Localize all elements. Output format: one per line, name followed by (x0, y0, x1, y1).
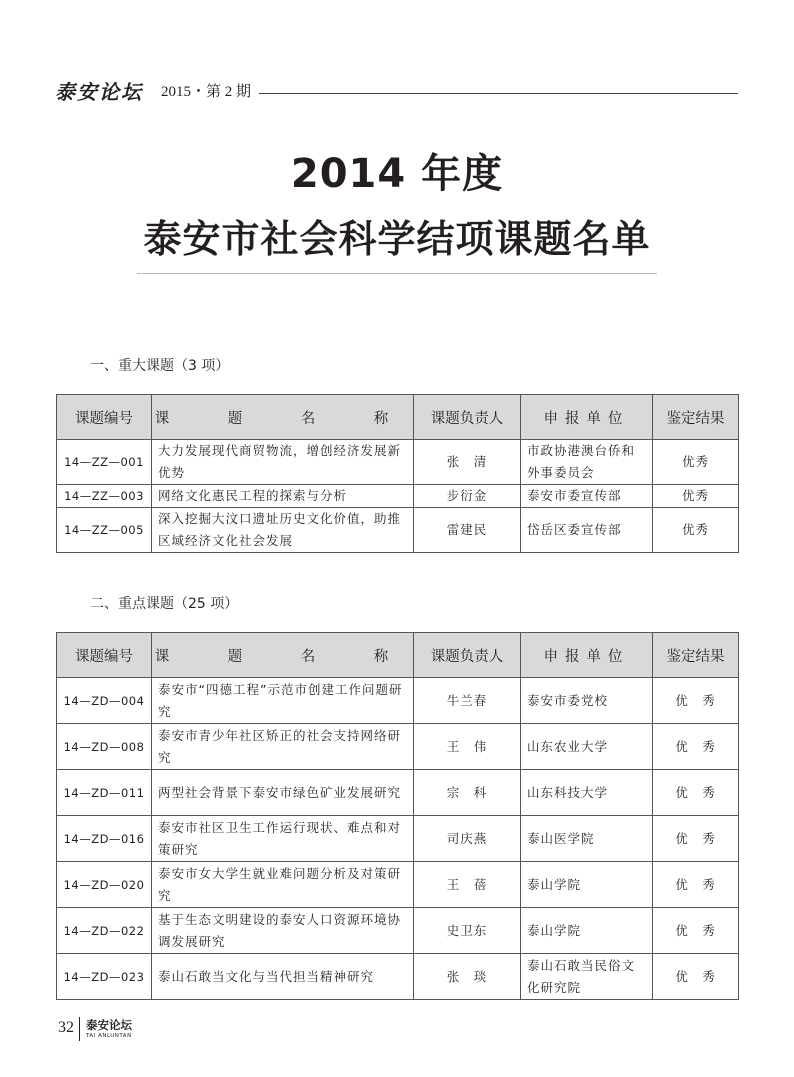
col-header-code: 课题编号 (57, 395, 152, 440)
cell-code: 14—ZZ—005 (57, 508, 152, 553)
table-row (57, 440, 739, 485)
table-header-row (57, 633, 739, 678)
cell-code: 14—ZD—011 (57, 770, 152, 816)
table-row (57, 770, 739, 816)
cell-result: 优 秀 (653, 862, 739, 908)
footer-journal-pinyin: TAI ANLUNTAN (86, 1033, 132, 1039)
col-header-result: 鉴定结果 (653, 633, 739, 678)
cell-result: 优 秀 (653, 954, 739, 1000)
cell-code: 14—ZD—020 (57, 862, 152, 908)
cell-result: 优 秀 (653, 724, 739, 770)
col-header-unit: 申报单位 (521, 633, 653, 678)
cell-unit: 市政协港澳台侨和外事委员会 (521, 440, 653, 485)
footer-divider (79, 1017, 80, 1041)
cell-name: 大力发展现代商贸物流，增创经济发展新优势 (152, 440, 414, 485)
table-row (57, 724, 739, 770)
col-header-code: 课题编号 (57, 633, 152, 678)
key-projects-table (56, 632, 739, 1000)
cell-code: 14—ZD—008 (57, 724, 152, 770)
table-header-row (57, 395, 739, 440)
cell-code: 14—ZD—004 (57, 678, 152, 724)
cell-unit: 山东农业大学 (521, 724, 653, 770)
footer-journal-name: 泰安论坛 (86, 1018, 132, 1032)
table-row (57, 954, 739, 1000)
cell-person: 王 蓓 (414, 862, 521, 908)
section-key-title: 二、重点课题（25 项） (90, 596, 239, 612)
cell-result: 优 秀 (653, 908, 739, 954)
journal-name: 泰安论坛 (55, 80, 143, 104)
cell-unit: 岱岳区委宣传部 (521, 508, 653, 553)
cell-result: 优 秀 (653, 678, 739, 724)
cell-unit: 泰安市委宣传部 (521, 485, 653, 508)
page-title: 泰安市社会科学结项课题名单 (143, 217, 651, 261)
col-header-unit: 申报单位 (521, 395, 653, 440)
section-major-title: 一、重大课题（3 项） (90, 358, 230, 374)
cell-unit: 泰安市委党校 (521, 678, 653, 724)
cell-name: 泰安市青少年社区矫正的社会支持网络研究 (152, 724, 414, 770)
col-header-person: 课题负责人 (414, 395, 521, 440)
major-projects-table (56, 394, 739, 553)
cell-unit: 泰山学院 (521, 862, 653, 908)
table-row (57, 678, 739, 724)
cell-result: 优秀 (653, 440, 739, 485)
cell-unit: 泰山学院 (521, 908, 653, 954)
table-row (57, 862, 739, 908)
cell-result: 优 秀 (653, 770, 739, 816)
col-header-name: 课 题 名 称 (152, 633, 414, 678)
col-header-person: 课题负责人 (414, 633, 521, 678)
table-row (57, 816, 739, 862)
cell-code: 14—ZD—023 (57, 954, 152, 1000)
issue-label: 2015・第 2 期 (161, 84, 252, 100)
header-rule (259, 93, 738, 94)
title-divider (137, 273, 657, 274)
cell-name: 泰安市女大学生就业难问题分析及对策研究 (152, 862, 414, 908)
cell-person: 雷建民 (414, 508, 521, 553)
cell-unit: 泰山石敢当民俗文化研究院 (521, 954, 653, 1000)
cell-unit: 山东科技大学 (521, 770, 653, 816)
cell-code: 14—ZD—016 (57, 816, 152, 862)
table-row (57, 508, 739, 553)
cell-name: 两型社会背景下泰安市绿色矿业发展研究 (152, 770, 414, 816)
cell-person: 步衍金 (414, 485, 521, 508)
cell-person: 司庆燕 (414, 816, 521, 862)
cell-code: 14—ZZ—001 (57, 440, 152, 485)
cell-person: 王 伟 (414, 724, 521, 770)
cell-result: 优 秀 (653, 816, 739, 862)
col-header-name: 课 题 名 称 (152, 395, 414, 440)
page-number: 32 (58, 1019, 74, 1036)
cell-name: 泰安市社区卫生工作运行现状、难点和对策研究 (152, 816, 414, 862)
table-row (57, 485, 739, 508)
cell-code: 14—ZZ—003 (57, 485, 152, 508)
cell-name: 泰山石敢当文化与当代担当精神研究 (152, 954, 414, 1000)
cell-unit: 泰山医学院 (521, 816, 653, 862)
running-header (55, 76, 738, 104)
col-header-result: 鉴定结果 (653, 395, 739, 440)
cell-name: 基于生态文明建设的泰安人口资源环境协调发展研究 (152, 908, 414, 954)
table-row (57, 908, 739, 954)
cell-code: 14—ZD—022 (57, 908, 152, 954)
cell-person: 牛兰春 (414, 678, 521, 724)
cell-person: 张 清 (414, 440, 521, 485)
cell-person: 宗 科 (414, 770, 521, 816)
cell-name: 泰安市“四德工程”示范市创建工作问题研究 (152, 678, 414, 724)
cell-result: 优秀 (653, 508, 739, 553)
cell-person: 张 琰 (414, 954, 521, 1000)
cell-name: 深入挖掘大汶口遗址历史文化价值，助推区域经济文化社会发展 (152, 508, 414, 553)
page-title-year: 2014 年度 (290, 151, 504, 197)
cell-person: 史卫东 (414, 908, 521, 954)
cell-result: 优秀 (653, 485, 739, 508)
cell-name: 网络文化惠民工程的探索与分析 (152, 485, 414, 508)
